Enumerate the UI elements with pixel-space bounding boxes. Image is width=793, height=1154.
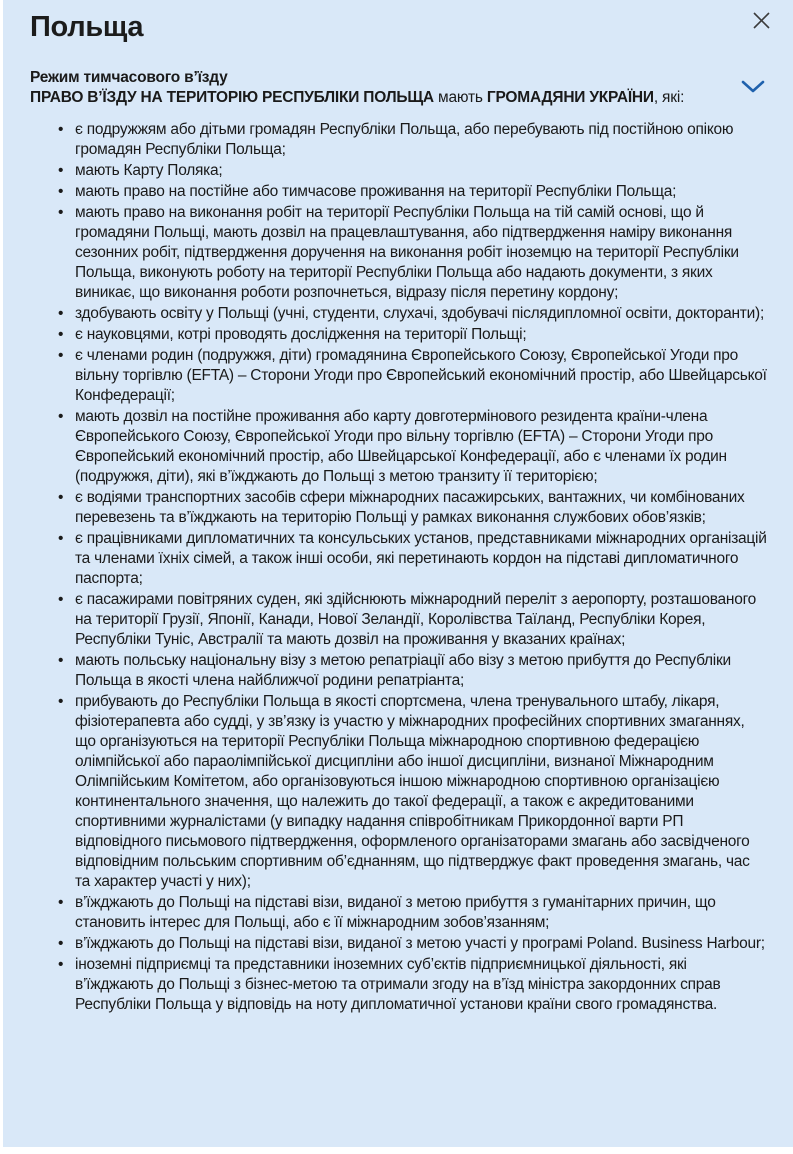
list-item: • є членами родин (подружжя, діти) громадянина Європейського Союзу, Європейської Угоди про вільну торгівлю (EFTA) – Сторони Угоди про Європейський економічний простір, або Швейцарської Конфедерації; <box>58 346 768 406</box>
entry-right-bold: ПРАВО В’ЇЗДУ НА ТЕРИТОРІЮ РЕСПУБЛІКИ ПОЛЬЩА <box>30 89 434 106</box>
list-item: • мають польську національну візу з метою репатріації або візу з метою прибуття до Республіки Польща в якості члена найближчої родини репатріанта; <box>58 651 768 691</box>
list-item: • мають право на виконання робіт на території Республіки Польща на тій самій основі, що й громадяни Польщі, мають дозвіл на працевлаштування, або підтвердження наміру виконання сезонних робіт, підтвердження доручення на виконання робіт іноземцю на території Республіки Польща, виконують роботу на території Республіки Польща або надають документи, з яких виникає, що виконання роботи розпочнеться, відразу після перетину кордону; <box>58 203 768 303</box>
list-item: • мають право на постійне або тимчасове проживання на території Республіки Польща; <box>58 182 768 202</box>
page-title: Польща <box>30 11 144 43</box>
list-item: • є працівниками дипломатичних та консульських установ, представниками міжнародних організацій та членами їхніх сімей, а також інші особи, які перетинають кордон на підставі дипломатичного паспорта; <box>58 529 768 589</box>
entry-right-normal: мають <box>433 89 487 106</box>
entry-right-tail: , які: <box>653 89 685 106</box>
chevron-down-icon <box>740 79 766 98</box>
list-item: • є водіями транспортних засобів сфери міжнародних пасажирських, вантажних, чи комбінованих перевезень та в’їжджають на територію Польщі у рамках виконання службових обов’язків; <box>58 488 768 528</box>
list-item: • здобувають освіту у Польщі (учні, студенти, слухачі, здобувачі післядипломної освіти, докторанти); <box>58 304 768 324</box>
list-item: • мають дозвіл на постійне проживання або карту довготермінового резидента країни-члена Європейського Союзу, Європейської Угоди про вільну торгівлю (EFTA) – Сторони Угоди про Європейський економічний простір, або Швейцарської Конфедерації, або є членами їх родин (подружжя, діти), які в’їжджають до Польщі з метою транзиту її територією; <box>58 407 768 487</box>
list-item: • в’їжджають до Польщі на підставі візи, виданої з метою участі у програмі Poland. Business Harbour; <box>58 934 768 954</box>
entry-right-statement <box>30 88 730 108</box>
list-item: • в’їжджають до Польщі на підставі візи, виданої з метою прибуття з гуманітарних причин, що становить інтерес для Польщі, або є її міжнародним зобов’язанням; <box>58 893 768 933</box>
list-item: • прибувають до Республіки Польща в якості спортсмена, члена тренувального штабу, лікаря, фізіотерапевта або судді, у зв’язку із участю у міжнародних професійних спортивних змаганнях, що організуються на території Республіки Польща міжнародною спортивною федерацією олімпійської або параолімпійської дисципліни або іншої дисципліни, визнаної Міжнародним Олімпійським Комітетом, або організовуються іншою міжнародною спортивною організацією континентального значення, що належить до такої федерації, а також є акредитованими спортивними журналістами (у випадку надання співробітникам Прикордонної варти РП відповідного письмового підтвердження, оформленого організаторами змагань або засвідченого відповідним польським спортивним об’єднанням, що підтверджує факт проведення змагань, час та характер участі у них); <box>58 692 768 892</box>
section-header <box>30 68 768 108</box>
list-item: • є пасажирами повітряних суден, які здійснюють міжнародний переліт з аеропорту, розташованого на території Грузії, Японії, Канади, Нової Зеландії, Королівства Таїланд, Республіки Корея, Республіки Туніс, Австралії та мають дозвіл на проживання у вказаних країнах; <box>58 590 768 650</box>
country-info-panel <box>3 0 793 1147</box>
list-item: • іноземні підприємці та представники іноземних суб’єктів підприємницької діяльності, які в’їжджають до Польщі з бізнес-метою та отримали згоду на в’їзд міністра закордонних справ Республіки Польща у відповідь на ноту дипломатичної установи країни свого громадянства. <box>58 955 768 1015</box>
section-header-text <box>30 68 730 108</box>
entry-conditions-list <box>30 120 768 1015</box>
collapse-section-button[interactable] <box>738 73 768 103</box>
close-button[interactable] <box>749 8 773 32</box>
list-item: • є науковцями, котрі проводять дослідження на території Польщі; <box>58 325 768 345</box>
citizens-bold: ГРОМАДЯНИ УКРАЇНИ <box>486 89 654 106</box>
close-icon <box>752 11 771 30</box>
entry-regime-label: Режим тимчасового в’їзду <box>30 69 228 86</box>
list-item: • мають Карту Поляка; <box>58 161 768 181</box>
list-item: • є подружжям або дітьми громадян Республіки Польща, або перебувають під постійною опікою громадян Республіки Польща; <box>58 120 768 160</box>
